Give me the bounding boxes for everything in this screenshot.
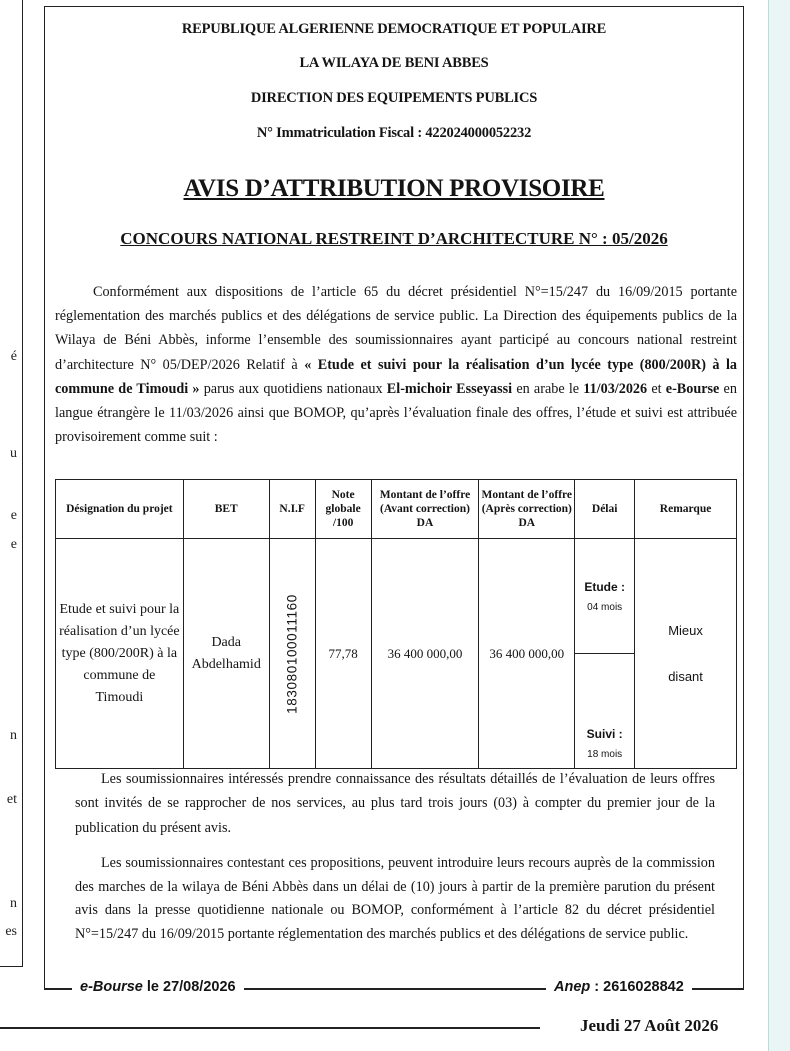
- publication-date: 11/03/2026: [583, 380, 648, 397]
- notice-subtitle: CONCOURS NATIONAL RESTREINT D’ARCHITECTURE N° : 05/2026: [120, 229, 668, 248]
- footer-anep: [546, 979, 692, 995]
- footer-anep-label: Anep: [554, 979, 591, 995]
- newspaper-foreign: e-Bourse: [665, 380, 720, 397]
- page-bottom-rule: [0, 1027, 540, 1029]
- col-header-remark: Remarque: [635, 480, 737, 539]
- cell-remark: [635, 539, 737, 769]
- delay-followup-value: 18 mois: [587, 749, 623, 760]
- remark-line-1: Mieux: [668, 622, 703, 638]
- fragment-text: et: [6, 792, 17, 807]
- footer-publication-name: e-Bourse: [80, 979, 143, 995]
- cell-project: Etude et suivi pour la réalisation d’un lycée type (800/200R) à la commune de Timoudi: [56, 539, 184, 769]
- intro-text: Conformément aux dispositions de l’article 65 du décret présidentiel N°=15/247 du 16/09/2015 portante réglementation des marchés publics et des délégations de service public. La Direction des équipements publics de la Wilaya de Béni Abbès, informe l’ensemble des soumissionnaires ayant participé au concours national restreint d’architecture N° 05/DEP/2026 Relatif à: [55, 284, 737, 373]
- cell-delay-followup: [575, 654, 635, 769]
- header-wilaya: LA WILAYA DE BENI ABBES: [299, 55, 489, 71]
- cell-note: 77,78: [315, 539, 371, 769]
- footer-anep-number: : 2616028842: [590, 979, 684, 995]
- header-fiscal-id: N° Immatriculation Fiscal : 422024000052232: [256, 125, 532, 141]
- page-date: Jeudi 27 Août 2026: [580, 1016, 719, 1035]
- col-header-note: Note globale /100: [315, 480, 371, 539]
- newspaper-arabic: El-michoir Esseyassi: [386, 380, 513, 397]
- notice-box: [44, 6, 744, 989]
- fragment-text: e: [10, 537, 17, 552]
- cell-amount-after: 36 400 000,00: [479, 539, 575, 769]
- nif-vertical-wrap: [275, 574, 309, 734]
- fragment-text: n: [10, 728, 17, 743]
- table-row: [56, 539, 737, 654]
- intro-paragraph: [55, 280, 737, 449]
- col-header-designation: Désignation du projet: [56, 480, 184, 539]
- cell-nif: [269, 539, 315, 769]
- fragment-text: es: [5, 924, 17, 939]
- intro-text: et: [647, 380, 666, 397]
- col-header-nif: N.I.F: [269, 480, 315, 539]
- table-header-row: [56, 480, 737, 539]
- page-edge-strip: [768, 0, 790, 1051]
- cell-delay-study: [575, 539, 635, 654]
- footer-publication: [72, 979, 244, 995]
- intro-text: en langue étrangère le 11/03/2026 ainsi que BOMOP, qu’après l’évaluation finale des offres, l’étude et suivi est attribuée provisoirement comme suit :: [55, 380, 737, 446]
- delay-followup-label: Suivi :: [586, 727, 623, 741]
- fragment-text: u: [10, 446, 17, 461]
- notice-title: AVIS D’ATTRIBUTION PROVISOIRE: [183, 175, 605, 202]
- delay-study-label: Etude :: [584, 579, 625, 594]
- header-direction: DIRECTION DES EQUIPEMENTS PUBLICS: [250, 90, 538, 106]
- col-header-amount-before: Montant de l’offre (Avant correction) DA: [371, 480, 479, 539]
- project-name: « Etude et suivi pour la réalisation d’un lycée type (800/200R) à la commune de Timoudi »: [55, 356, 738, 397]
- fragment-text: é: [10, 349, 17, 364]
- results-paragraph: Les soumissionnaires intéressés prendre connaissance des résultats détaillés de l’évaluation de leurs offres sont invités de se rapprocher de nos services, au plus tard trois jours (03) à compter du premier jour de la publication du présent avis.: [75, 771, 715, 836]
- delay-study-value: 04 mois: [587, 601, 623, 613]
- cell-bet: Dada Abdelhamid: [183, 539, 269, 769]
- col-header-delay: Délai: [575, 480, 635, 539]
- cell-amount-before: 36 400 000,00: [371, 539, 479, 769]
- previous-article-column: [0, 0, 23, 967]
- col-header-bet: BET: [183, 480, 269, 539]
- appeal-paragraph: Les soumissionnaires contestant ces propositions, peuvent introduire leurs recours auprès de la commission des marches de la wilaya de Béni Abbès dans un délai de (10) jours à partir de la première parution du présent avis dans la presse quotidienne nationale ou BOMOP, conformément à l’article 82 du décret présidentiel N°=15/247 du 16/09/2015 portante réglementation des marchés publics et des délégations de service public.: [75, 855, 715, 942]
- footer-publication-date: le 27/08/2026: [142, 979, 236, 995]
- attribution-table: [55, 479, 737, 769]
- header-republic: REPUBLIQUE ALGERIENNE DEMOCRATIQUE ET POPULAIRE: [181, 21, 607, 37]
- nif-value: 183080100011160: [284, 593, 300, 714]
- fragment-text: n: [10, 896, 17, 911]
- intro-text: parus aux quotidiens nationaux: [199, 380, 387, 397]
- remark-line-2: disant: [668, 668, 703, 684]
- fragment-text: e: [10, 508, 17, 523]
- intro-text: en arabe le: [512, 380, 584, 397]
- col-header-amount-after: Montant de l’offre (Après correction) DA: [479, 480, 575, 539]
